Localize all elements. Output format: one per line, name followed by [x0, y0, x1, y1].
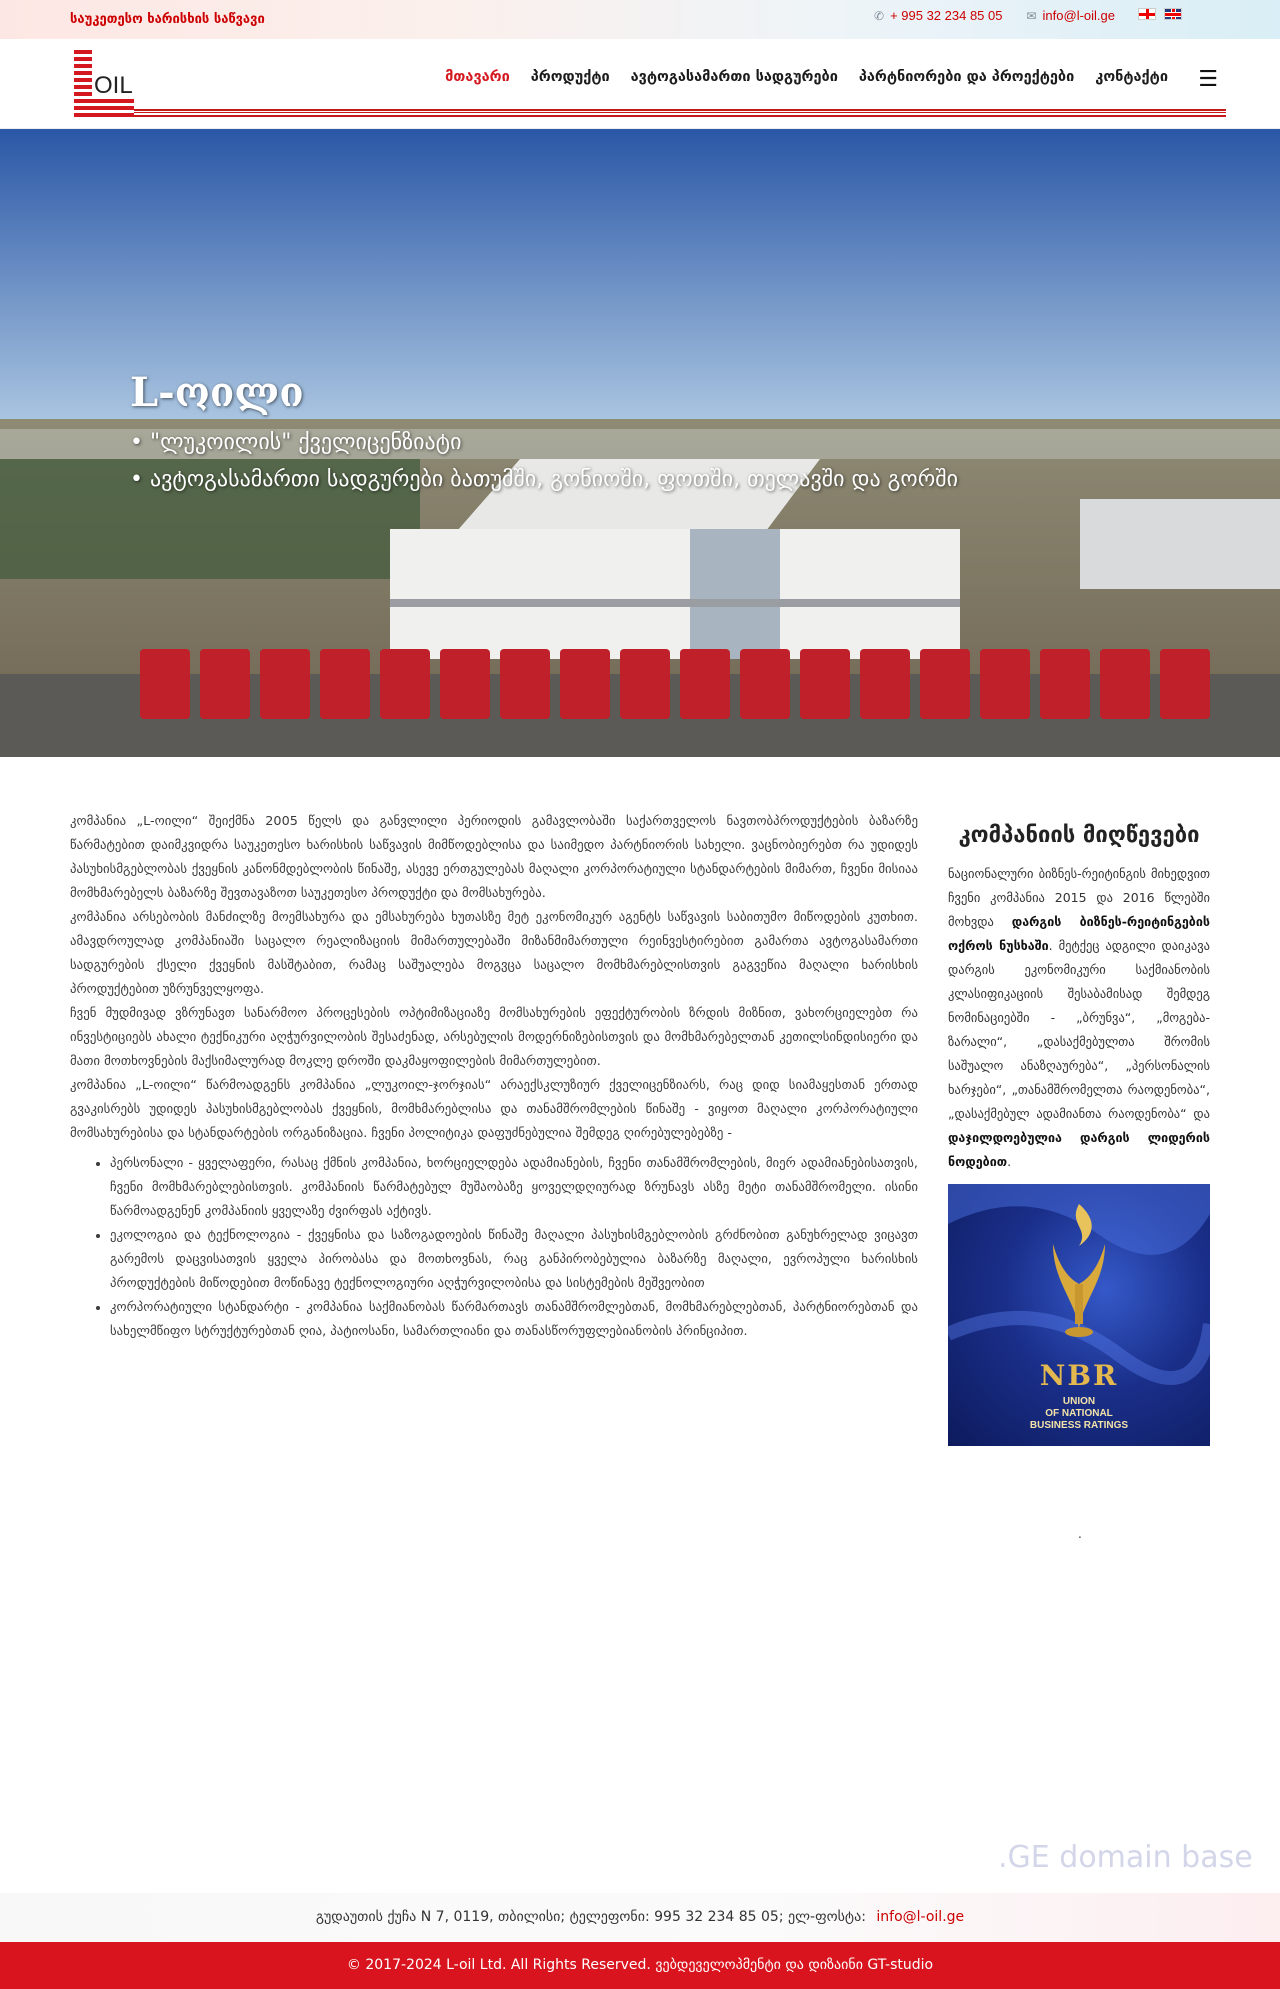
slogan: საუკეთესო ხარისხის საწვავი: [70, 12, 265, 27]
nav-item-stations[interactable]: ავტოგასამართი სადგურები: [630, 69, 838, 85]
top-bar: [0, 0, 1280, 39]
email-link[interactable]: [1026, 8, 1115, 23]
about-paragraph: კომპანია არსებობის მანძილზე მოემსახურა და ემსახურება ხუთასზე მეტ ეკონომიკურ აგენტს საწვავის საბითუმო მიწოდების კუთხით. ამავდროულად კომპანიაში საცალო რეალიზაციის მიმართულებაში მიზანმიმართული რეინვესტირებით გამართა ავტოგასამართი სადგურების ქსელი ქვეყნის მასშტაბით, რამაც საშუალება მოგვცა საცალო მომხმარებლისთვის გაგვეწია მაღალი ხარისხის პროდუქტებით უზრუნველყოფა.: [70, 910, 918, 997]
language-switcher: [1138, 8, 1182, 20]
about-content: [70, 810, 918, 1344]
email-address: info@l-oil.ge: [1042, 8, 1115, 23]
nav-item-products[interactable]: პროდუქტი: [530, 69, 610, 85]
nav-decoration-lines: [134, 109, 1226, 117]
image-caption-dot: .: [1078, 1527, 1082, 1541]
hero-bullets: [130, 424, 958, 498]
achievements-sidebar: [948, 822, 1210, 1446]
hamburger-menu-icon[interactable]: ☰: [1198, 67, 1218, 92]
uk-flag-icon[interactable]: [1164, 8, 1182, 20]
nbr-award-image: [948, 1184, 1210, 1446]
values-list: [110, 1152, 918, 1344]
phone-icon: ✆: [874, 8, 885, 23]
hero-banner: [0, 129, 1280, 757]
values-list-item: • კორპორატიული სტანდარტი - კომპანია საქმიანობას წარმართავს თანამშრომლებთან, მომხმარებლებთან, პარტნიორებთან და სახელმწიფო სტრუქტურებთან ღია, პატიოსანი, სამართლიანი და თანასწორუფლებიანობის პრინციპით.: [110, 1296, 918, 1344]
values-list-item: • ეკოლოგია და ტექნოლოგია - ქვეყნისა და საზოგადოების წინაშე მაღალი პასუხისმგებლობის გრძნობით განუხრელად ვიცავთ გარემოს დაცვისათვის ყველა პირობასა და მოთხოვნას, რაც განპირობებულია ბაზარზე მაღალი, ევროპული ხარისხის პროდუქტების მიწოდებით მოწინავე ტექნოლოგიური აღჭურვილობისა და სისტემების მეშვეობით: [110, 1224, 918, 1296]
nbr-caption: UNION OF NATIONAL BUSINESS RATINGS: [1029, 1396, 1129, 1431]
svg-text:OIL: OIL: [94, 72, 133, 99]
main-navbar: [0, 39, 1280, 129]
sidebar-title: კომპანიის მიღწევები: [958, 823, 1200, 848]
hero-content: [130, 369, 958, 498]
nbr-logo-text: NBR: [1039, 1359, 1119, 1392]
domain-watermark: .GE domain base: [998, 1840, 1253, 1875]
hero-bullet: • "ლუკოილის" ქველიცენზიატი: [130, 424, 958, 461]
l-oil-logo[interactable]: [72, 48, 134, 120]
main-menu: [445, 69, 1168, 85]
about-paragraph: ჩვენ მუდმივად ვზრუნავთ სანარმოო პროცესების ოპტიმიზაციაზე მომსახურების ეფექტურობის ზრდის მიზნით, ვახორციელებთ რა ინვესტიციებს ახალი ტექნიკური აღჭურვილობის შესაძენად, არსებულის მოდერნიზებისთვის და მომხმარებელთან კეთილსინდისიერი და მათი მოთხოვნების მაქსიმალურად მოკლე დროში დაკმაყოფილების მიმართულებით.: [70, 1006, 918, 1069]
about-paragraph: კომპანია „L-ოილი“ წარმოადგენს კომპანია „ლუკოილ-ჯორჯიას“ არაექსკლუზიურ ქველიცენზიარს, რაც დიდ სიამაყესთან ერთად გვაკისრებს უდიდეს პასუხისმგებლობას ქვეყნის, მომხმარებლისა და თანამშრომლების წინაშე - ვიყოთ მაღალი კორპორატიული მომსახურებისა და სტანდარტების ორგანიზაცია. ჩვენი პოლიტიკა დაფუძნებულია შემდეგ ღირებულებებზე -: [70, 1078, 918, 1141]
phone-number: + 995 32 234 85 05: [890, 8, 1003, 23]
footer-address: გუდაუთის ქუჩა N 7, 0119, თბილისი; ტელეფონი: 995 32 234 85 05; ელ-ფოსტა:: [315, 1909, 866, 1925]
hero-bullet: • ავტოგასამართი სადგურები ბათუმში, გონიოში, ფოთში, თელავში და გორში: [130, 461, 958, 498]
footer-address-bar: [0, 1893, 1280, 1942]
phone-link[interactable]: [874, 8, 1002, 23]
achievements-text: ნაციონალური ბიზნეს-რეიტინგის მიხედვით ჩვენი კომპანია 2015 და 2016 წლებში მოხვდა დარგის ბიზნეს-რეიტინგების ოქროს ნუსხაში. მეტქეც ადგილი დაიკავა დარგის ეკონომიკური საქმიანობის კლასიფიკაციის შესაბამისად შემდეგ ნომინაციებში - „ბრუნვა“, „მოგება-ზარალი“, „დასაქმებულთა შრომის საშუალო ანაზღაურება“, „პერსონალის ხარჯები“, „თანამშრომელთა რაოდენობა“, „დასაქმებულ ადამიანთა რაოდენობა“ და დაჯილდოებულია დარგის ლიდერის ნოდებით.: [948, 866, 1211, 1169]
contact-info: [874, 8, 1115, 23]
values-list-item: • პერსონალი - ყველაფერი, რასაც ქმნის კომპანია, ხორციელდება ადამიანების, ჩვენი თანამშრომლების, მიერ ადამიანებისათვის, ჩვენი მომხმარებლებისთვის. კომპანიის წარმატებულ მუშაობაზე ყოველდღიურად ზრუნავს ასზე მეტი თანამშრომელი. ისინი წარმოადგენენ კომპანიის ყველაზე ძვირფას აქტივს.: [110, 1152, 918, 1224]
about-paragraph: კომპანია „L-ოილი“ შეიქმნა 2005 წელს და განვლილი პერიოდის გამავლობაში საქართველოს ნავთობპროდუქტების ბაზარზე წარმატებით დაიმკვიდრა საუკეთესო ხარისხის საწვავის მიმწოდებლისა და საიმედო პარტნიორის სახელი. ვაცნობიერებთ რა უდიდეს პასუხისმგებლობას ქვეყნის კანონმდებლობის წინაშე, ასევე ერთგულებას მაღალი კორპორატიული სტანდარტების მიმართ, ჩვენი მისიაა მომხმარებელს ბაზარზე შევთავაზოთ საუკეთესო პროდუქტი და მომსახურება.: [70, 814, 918, 901]
hero-title: L-ოილი: [130, 369, 304, 416]
nav-item-partners[interactable]: პარტნიორები და პროექტები: [858, 69, 1075, 85]
footer-copyright: © 2017-2024 L-oil Ltd. All Rights Reserved. ვებდეველოპმენტი და დიზაინი GT-studio: [0, 1942, 1280, 1989]
nav-item-contact[interactable]: კონტაქტი: [1095, 69, 1168, 85]
nav-item-home[interactable]: მთავარი: [445, 69, 510, 85]
footer-email-link[interactable]: info@l-oil.ge: [876, 1909, 965, 1925]
georgian-flag-icon[interactable]: [1138, 8, 1156, 20]
envelope-icon: ✉: [1026, 8, 1037, 23]
